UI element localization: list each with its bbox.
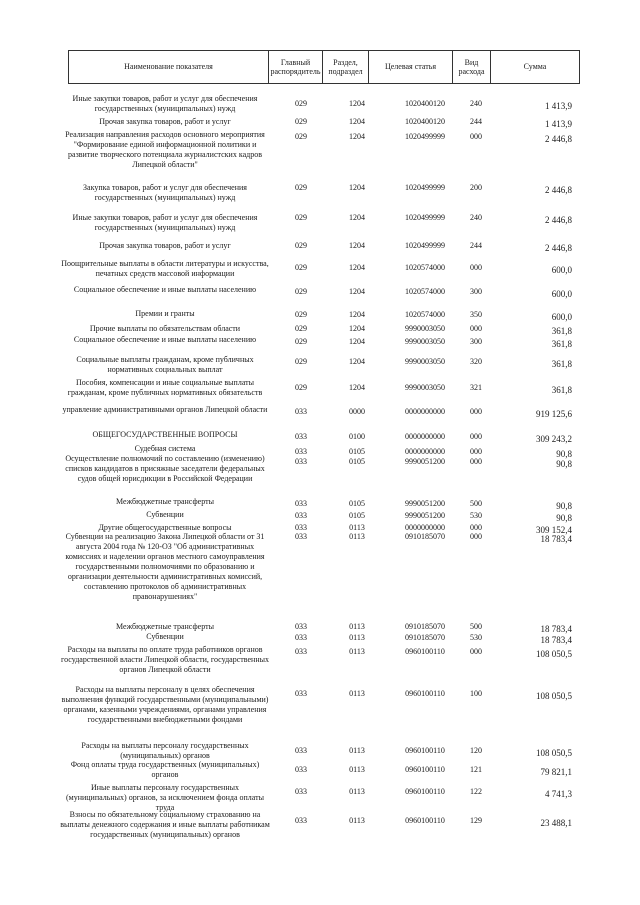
row-sum: 2 446,8 — [545, 215, 572, 225]
row-name: Межбюджетные трансферты — [116, 497, 214, 506]
row-name: Расходы на выплаты персоналу государственных (муниципальных) органов — [81, 741, 249, 760]
row-razdel: 0105 — [349, 457, 365, 466]
row-sum: 23 488,1 — [540, 818, 572, 828]
row-sum: 108 050,5 — [536, 649, 572, 659]
row-target-article: 1020574000 — [405, 263, 445, 272]
row-razdel: 1204 — [349, 357, 365, 366]
row-expense-type: 000 — [470, 647, 482, 656]
row-sum: 919 125,6 — [536, 409, 572, 419]
row-expense-type: 000 — [470, 324, 482, 333]
row-expense-type: 000 — [470, 132, 482, 141]
row-target-article: 1020499999 — [405, 132, 445, 141]
row-expense-type: 244 — [470, 117, 482, 126]
row-grbs: 033 — [295, 523, 307, 532]
row-expense-type: 300 — [470, 287, 482, 296]
row-expense-type: 000 — [470, 407, 482, 416]
row-razdel: 0113 — [349, 532, 365, 541]
row-grbs: 033 — [295, 689, 307, 698]
row-grbs: 033 — [295, 407, 307, 416]
header-expense-type: Вид расхода — [453, 51, 491, 83]
row-sum: 309 152,4 — [536, 525, 572, 535]
header-target-article: Целевая статья — [369, 51, 453, 83]
row-target-article: 9990003050 — [405, 324, 445, 333]
row-razdel: 0113 — [349, 746, 365, 755]
header-sum: Сумма — [523, 62, 547, 72]
row-name: Иные закупки товаров, работ и услуг для обеспечения государственных (муниципальных) нужд — [72, 94, 258, 113]
row-grbs: 029 — [295, 117, 307, 126]
row-name: Иные выплаты персоналу государственных (муниципальных) органов, за исключением фонда оплаты труда — [65, 783, 265, 812]
row-sum: 18 783,4 — [540, 624, 572, 634]
row-target-article: 0960100110 — [405, 647, 445, 656]
row-target-article: 0000000000 — [405, 432, 445, 441]
row-razdel: 0113 — [349, 523, 365, 532]
row-razdel: 1204 — [349, 241, 365, 250]
row-expense-type: 321 — [470, 383, 482, 392]
row-expense-type: 320 — [470, 357, 482, 366]
header-grbs: Главный распорядитель — [269, 51, 323, 83]
row-target-article: 9990003050 — [405, 337, 445, 346]
row-expense-type: 300 — [470, 337, 482, 346]
row-expense-type: 240 — [470, 213, 482, 222]
row-grbs: 029 — [295, 383, 307, 392]
row-sum: 361,8 — [551, 359, 572, 369]
row-target-article: 0910185070 — [405, 532, 445, 541]
row-expense-type: 500 — [470, 622, 482, 631]
row-target-article: 9990003050 — [405, 383, 445, 392]
row-grbs: 033 — [295, 816, 307, 825]
row-name: Межбюджетные трансферты — [116, 622, 214, 631]
row-target-article: 9990003050 — [405, 357, 445, 366]
row-target-article: 1020499999 — [405, 183, 445, 192]
row-grbs: 033 — [295, 532, 307, 541]
row-razdel: 1204 — [349, 287, 365, 296]
row-sum: 361,8 — [551, 339, 572, 349]
row-razdel: 1204 — [349, 383, 365, 392]
row-name: Социальное обеспечение и иные выплаты населению — [73, 335, 257, 344]
row-grbs: 029 — [295, 337, 307, 346]
row-grbs: 029 — [295, 132, 307, 141]
row-target-article: 0960100110 — [405, 765, 445, 774]
row-grbs: 033 — [295, 432, 307, 441]
row-grbs: 029 — [295, 287, 307, 296]
row-razdel: 0100 — [349, 432, 365, 441]
row-expense-type: 500 — [470, 499, 482, 508]
row-name: Взносы по обязательному социальному страхованию на выплаты денежного содержания и иные выплаты работникам государственных (муниципальных) органов — [60, 810, 270, 839]
row-target-article: 1020574000 — [405, 287, 445, 296]
row-sum: 1 413,9 — [545, 101, 572, 111]
row-razdel: 1204 — [349, 310, 365, 319]
row-razdel: 1204 — [349, 337, 365, 346]
row-razdel: 0113 — [349, 647, 365, 656]
row-razdel: 1204 — [349, 213, 365, 222]
row-sum: 108 050,5 — [536, 691, 572, 701]
header-razdel: Раздел, подраздел — [323, 51, 369, 83]
row-target-article: 9990051200 — [405, 499, 445, 508]
row-name: Прочая закупка товаров, работ и услуг — [99, 241, 231, 250]
row-target-article: 1020574000 — [405, 310, 445, 319]
row-name: Пособия, компенсации и иные социальные выплаты гражданам, кроме публичных нормативных обязательств — [67, 378, 263, 397]
row-razdel: 1204 — [349, 132, 365, 141]
row-expense-type: 000 — [470, 457, 482, 466]
row-target-article: 1020499999 — [405, 241, 445, 250]
row-name: Закупка товаров, работ и услуг для обеспечения государственных (муниципальных) нужд — [83, 183, 247, 202]
row-razdel: 1204 — [349, 324, 365, 333]
row-name: Расходы на выплаты персоналу в целях обеспечения выполнения функций государственными (муниципальными) органами, казенными учреждениями, органами управления государственными внебюджетными фондами — [61, 685, 269, 724]
row-grbs: 029 — [295, 357, 307, 366]
row-target-article: 0000000000 — [405, 447, 445, 456]
row-razdel: 0113 — [349, 622, 365, 631]
row-sum: 4 741,3 — [545, 789, 572, 799]
row-expense-type: 122 — [470, 787, 482, 796]
row-expense-type: 129 — [470, 816, 482, 825]
row-sum: 90,8 — [556, 459, 572, 469]
row-razdel: 0000 — [349, 407, 365, 416]
header-name: Наименование показателя — [69, 51, 269, 83]
row-expense-type: 100 — [470, 689, 482, 698]
row-razdel: 0113 — [349, 689, 365, 698]
row-grbs: 033 — [295, 499, 307, 508]
row-name: Субвенции — [146, 510, 184, 519]
row-grbs: 033 — [295, 787, 307, 796]
row-grbs: 029 — [295, 310, 307, 319]
row-sum: 309 243,2 — [536, 434, 572, 444]
row-expense-type: 530 — [470, 633, 482, 642]
row-grbs: 029 — [295, 241, 307, 250]
row-expense-type: 121 — [470, 765, 482, 774]
row-name: Премии и гранты — [135, 309, 195, 318]
row-grbs: 029 — [295, 99, 307, 108]
row-razdel: 0113 — [349, 765, 365, 774]
row-expense-type: 000 — [470, 532, 482, 541]
row-target-article: 0960100110 — [405, 689, 445, 698]
row-expense-type: 120 — [470, 746, 482, 755]
row-target-article: 9990051200 — [405, 511, 445, 520]
row-expense-type: 244 — [470, 241, 482, 250]
row-name: Судебная система — [134, 444, 196, 453]
row-sum: 600,0 — [551, 265, 572, 275]
row-name: ОБЩЕГОСУДАРСТВЕННЫЕ ВОПРОСЫ — [92, 430, 238, 439]
row-sum: 90,8 — [556, 501, 572, 511]
row-name: Другие общегосударственные вопросы — [98, 523, 232, 532]
row-expense-type: 000 — [470, 447, 482, 456]
row-grbs: 033 — [295, 457, 307, 466]
row-grbs: 033 — [295, 511, 307, 520]
row-name: Осуществление полномочий по составлению (изменению) списков кандидатов в присяжные заседатели федеральных судов общей юрисдикции в Российской Федерации — [65, 454, 265, 483]
row-grbs: 033 — [295, 622, 307, 631]
row-sum: 90,8 — [556, 449, 572, 459]
row-razdel: 1204 — [349, 99, 365, 108]
row-name: Социальное обеспечение и иные выплаты населению — [73, 285, 257, 294]
row-grbs: 029 — [295, 213, 307, 222]
row-name: Поощрительные выплаты в области литературы и искусства, печатных средств массовой информации — [61, 259, 269, 278]
row-name: Реализация направления расходов основного мероприятия "Формирование единой информационной политики и развитие творческого потенциала журналистских кадров Липецкой области" — [65, 130, 265, 169]
row-sum: 2 446,8 — [545, 185, 572, 195]
row-grbs: 033 — [295, 447, 307, 456]
row-target-article: 1020499999 — [405, 213, 445, 222]
row-name: Прочие выплаты по обязательствам области — [89, 324, 241, 333]
row-target-article: 0960100110 — [405, 816, 445, 825]
row-grbs: 033 — [295, 765, 307, 774]
row-target-article: 0960100110 — [405, 746, 445, 755]
row-name: Фонд оплаты труда государственных (муниципальных) органов — [70, 760, 260, 779]
row-grbs: 033 — [295, 746, 307, 755]
row-sum: 600,0 — [551, 289, 572, 299]
row-expense-type: 000 — [470, 263, 482, 272]
row-name: управление административными органов Липецкой области — [62, 405, 268, 414]
row-target-article: 0910185070 — [405, 622, 445, 631]
row-name: Прочая закупка товаров, работ и услуг — [99, 117, 231, 126]
row-razdel: 0113 — [349, 787, 365, 796]
row-target-article: 1020400120 — [405, 99, 445, 108]
row-razdel: 1204 — [349, 263, 365, 272]
row-target-article: 1020400120 — [405, 117, 445, 126]
row-sum: 18 783,4 — [540, 534, 572, 544]
row-expense-type: 000 — [470, 523, 482, 532]
row-expense-type: 200 — [470, 183, 482, 192]
row-razdel: 1204 — [349, 117, 365, 126]
row-sum: 361,8 — [551, 385, 572, 395]
row-razdel: 0105 — [349, 511, 365, 520]
row-grbs: 033 — [295, 633, 307, 642]
row-sum: 2 446,8 — [545, 134, 572, 144]
row-sum: 600,0 — [551, 312, 572, 322]
row-name: Социальные выплаты гражданам, кроме публичных нормативных социальных выплат — [76, 355, 254, 374]
row-expense-type: 000 — [470, 432, 482, 441]
row-expense-type: 350 — [470, 310, 482, 319]
row-sum: 79 821,1 — [540, 767, 572, 777]
row-sum: 18 783,4 — [540, 635, 572, 645]
row-expense-type: 530 — [470, 511, 482, 520]
row-name: Субвенции — [146, 632, 184, 641]
row-razdel: 1204 — [349, 183, 365, 192]
row-razdel: 0105 — [349, 447, 365, 456]
row-sum: 361,8 — [551, 326, 572, 336]
row-grbs: 029 — [295, 263, 307, 272]
row-sum: 90,8 — [556, 513, 572, 523]
row-sum: 2 446,8 — [545, 243, 572, 253]
row-target-article: 9990051200 — [405, 457, 445, 466]
row-name: Субвенции на реализацию Закона Липецкой области от 31 августа 2004 года № 120-ОЗ "Об административных комиссиях и наделении органов местного самоуправления государственными полномочиями по образованию и организации деятельности административных комиссий, составлению протоколов об административных правонарушениях" — [65, 532, 265, 601]
row-expense-type: 240 — [470, 99, 482, 108]
row-name: Расходы на выплаты по оплате труда работников органов государственной власти Липецкой области, государственных органов Липецкой области — [61, 645, 269, 674]
row-target-article: 0000000000 — [405, 523, 445, 532]
row-grbs: 029 — [295, 324, 307, 333]
row-target-article: 0960100110 — [405, 787, 445, 796]
row-grbs: 029 — [295, 183, 307, 192]
row-name: Иные закупки товаров, работ и услуг для обеспечения государственных (муниципальных) нужд — [72, 213, 258, 232]
row-razdel: 0105 — [349, 499, 365, 508]
row-grbs: 033 — [295, 647, 307, 656]
row-razdel: 0113 — [349, 633, 365, 642]
row-razdel: 0113 — [349, 816, 365, 825]
row-target-article: 0000000000 — [405, 407, 445, 416]
row-target-article: 0910185070 — [405, 633, 445, 642]
row-sum: 108 050,5 — [536, 748, 572, 758]
row-sum: 1 413,9 — [545, 119, 572, 129]
